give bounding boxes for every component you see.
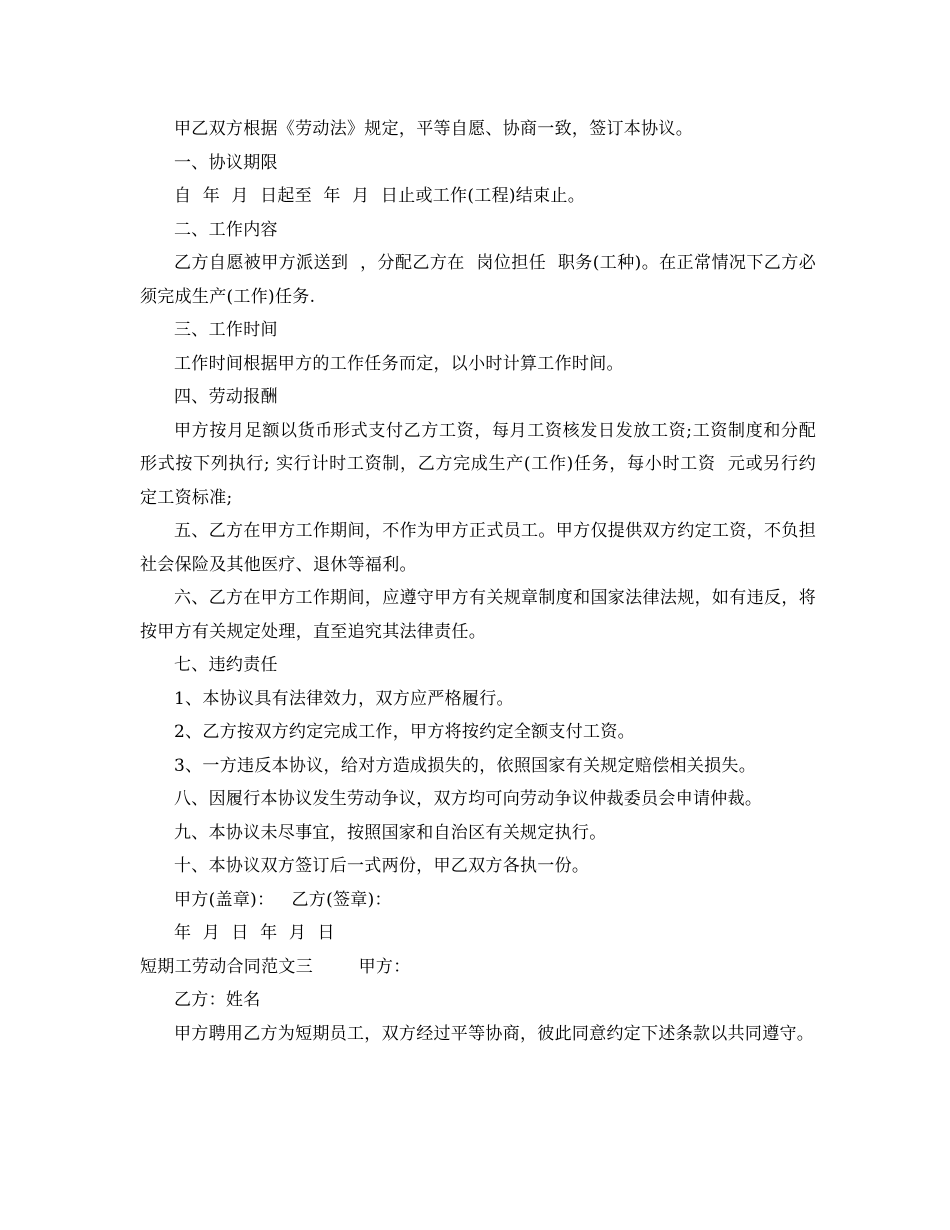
signature-date-line: 年 月 日 年 月 日	[174, 923, 335, 943]
paragraph-work-hours: 工作时间根据甲方的工作任务而定，以小时计算工作时间。	[174, 353, 624, 374]
document-body	[140, 113, 816, 1051]
paragraph-hiring-intro: 甲方聘用乙方为短期员工，双方经过平等协商，彼此同意约定下述条款以共同遵守。	[174, 1023, 815, 1044]
paragraph-preamble: 甲乙双方根据《劳动法》规定，平等自愿、协商一致，签订本协议。	[174, 119, 693, 139]
paragraph-term-dates: 自 年 月 日起至 年 月 日止或工作(工程)结束止。	[174, 186, 586, 206]
paragraph-clause-eight: 八、因履行本协议发生劳动争议，双方均可向劳动争议仲裁委员会申请仲裁。	[174, 789, 763, 809]
party-b-name-line: 乙方：姓名	[174, 990, 261, 1010]
paragraph-clause-nine: 九、本协议未尽事宜，按照国家和自治区有关规定执行。	[174, 822, 607, 843]
paragraph-compensation: 甲方按月足额以货币形式支付乙方工资，每月工资核发日发放工资;工资制度和分配形式按下列执行; 实行计时工资制，乙方完成生产(工作)任务，每小时工资 元或另行约定工资标准;	[140, 420, 816, 508]
paragraph-liability-2: 2、乙方按双方约定完成工作，甲方将按约定全额支付工资。	[174, 722, 635, 742]
paragraph-liability-3: 3、一方违反本协议，给对方造成损失的，依照国家有关规定赔偿相关损失。	[174, 755, 757, 776]
paragraph-clause-ten: 十、本协议双方签订后一式两份，甲乙双方各执一份。	[174, 856, 590, 876]
paragraph-work-content: 乙方自愿被甲方派送到 ，分配乙方在 岗位担任 职务(工种)。在正常情况下乙方必须完成生产(工作)任务.	[140, 253, 816, 307]
paragraph-liability-1: 1、本协议具有法律效力，双方应严格履行。	[174, 688, 514, 709]
heading-work-hours: 三、工作时间	[174, 320, 278, 340]
paragraph-clause-five: 五、乙方在甲方工作期间，不作为甲方正式员工。甲方仅提供双方约定工资，不负担社会保险及其他医疗、退休等福利。	[140, 521, 816, 575]
paragraph-clause-six: 六、乙方在甲方工作期间，应遵守甲方有关规章制度和国家法律法规，如有违反，将按甲方有关规定处理，直至追究其法律责任。	[140, 588, 816, 642]
heading-breach-liability: 七、违约责任	[174, 655, 278, 675]
heading-agreement-term: 一、协议期限	[174, 152, 278, 173]
heading-work-content: 二、工作内容	[174, 219, 278, 240]
section-title-template-three: 短期工劳动合同范文三 甲方：	[140, 956, 411, 977]
signature-line: 甲方(盖章)： 乙方(签章)：	[174, 889, 392, 910]
heading-compensation: 四、劳动报酬	[174, 387, 278, 407]
